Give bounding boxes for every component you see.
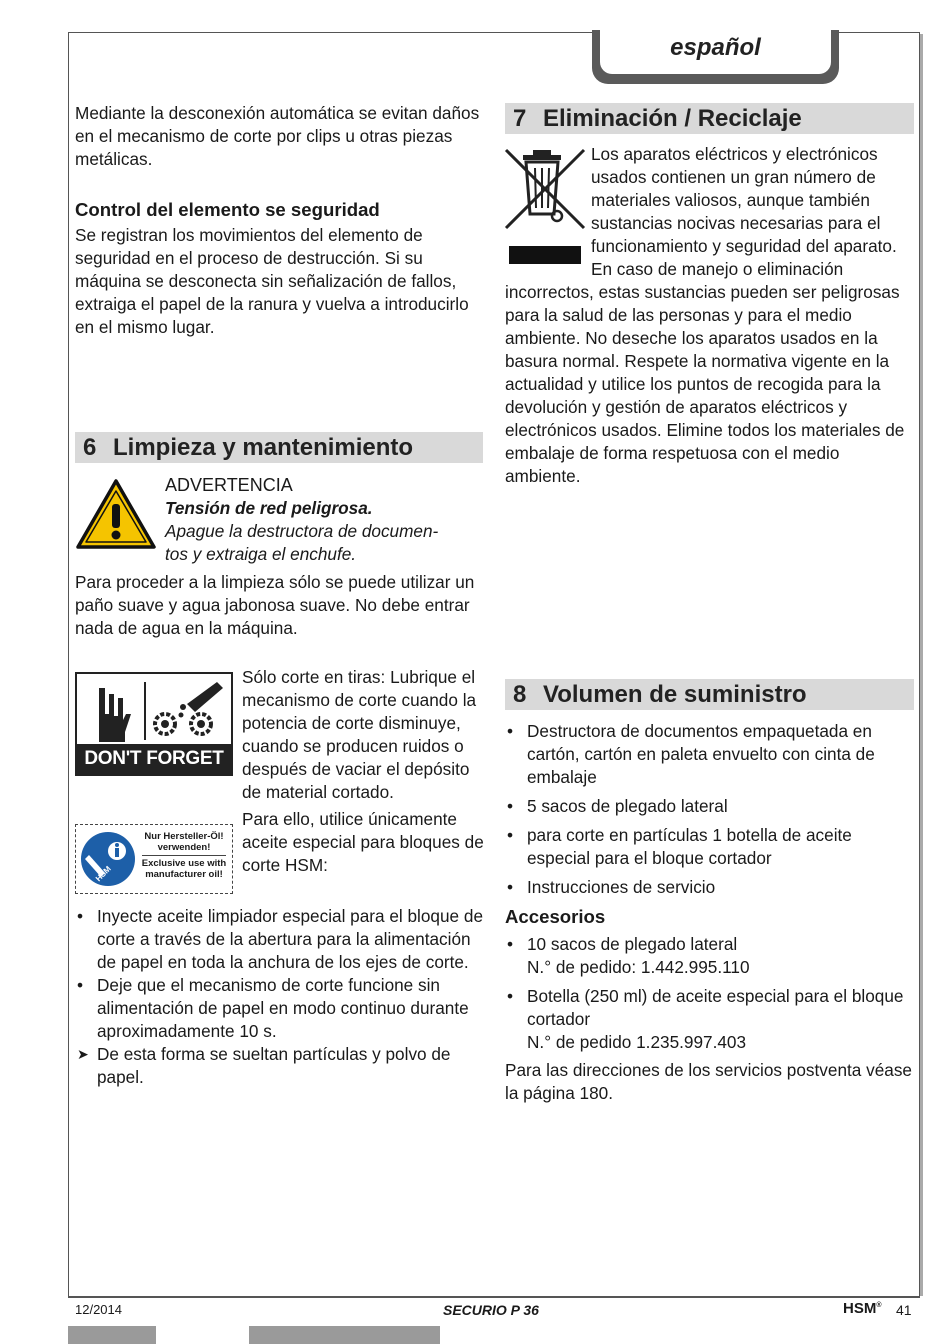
section-6-number: 6 xyxy=(83,434,97,461)
step-item: • Deje que el mecanismo de corte funcione sin alimentación de papel en modo continuo durante aproximadamente 10 s. xyxy=(75,974,483,1043)
accessories-heading: Accesorios xyxy=(505,906,606,927)
recycle-text: Los aparatos eléctricos y electrónicos usados contienen un gran número de materiales valiosos, aunque también sustancias nocivas necesarias para el funcionamiento y seguridad del aparato. En caso de manejo o eliminación incorrectos, estas sustancias pueden ser peligrosas para la salud de las personas y para el medio ambiente. No deseche los aparatos usados en la basura normal. Respete la normativa vigente en la actualidad y utilice los puntos de recogida para la devolución y gestión de aparatos eléctricos y electrónicos usados. Elimine todos los materiales de embalaje de forma respetuosa con el medio ambiente. xyxy=(505,144,905,486)
dont-forget-pictogram xyxy=(75,672,233,776)
result-item: ➤ De esta forma se sueltan partículas y polvo de papel. xyxy=(75,1043,483,1089)
left-top-column xyxy=(75,102,480,339)
oil-text: Para ello, utilice únicamente aceite especial para bloques de corte HSM: xyxy=(242,809,484,875)
section-7-heading xyxy=(505,103,914,134)
strip-cut-text: Sólo corte en tiras: Lubrique el mecanismo de corte cuando la potencia de corte disminuye, cuando se producen ruidos o después de vaciar el depósito de material cortado. xyxy=(242,667,477,802)
accessory-item xyxy=(505,985,915,1054)
warning-triangle-icon xyxy=(75,478,157,550)
accessory-name: • Botella (250 ml) de aceite especial para el bloque cortador xyxy=(527,986,904,1029)
accessory-order: N.° de pedido 1.235.997.403 xyxy=(527,1032,747,1052)
language-label: español xyxy=(670,34,761,61)
footer-page-number: 41 xyxy=(896,1302,912,1318)
warning-title: ADVERTENCIA xyxy=(165,475,293,495)
supply-item: • Instrucciones de servicio xyxy=(505,876,915,899)
section-8-number: 8 xyxy=(513,681,527,708)
oil-label-de2: verwenden! xyxy=(157,842,211,853)
safety-heading: Control del elemento se seguridad xyxy=(75,199,380,220)
oil-label-en2: manufacturer oil! xyxy=(145,869,223,880)
accessory-order: N.° de pedido: 1.442.995.110 xyxy=(527,957,750,977)
info-oil-icon xyxy=(79,829,137,889)
supply-item: • para corte en partículas 1 botella de aceite especial para el bloque cortador xyxy=(505,824,915,870)
warning-block xyxy=(165,474,483,566)
intro-text: Mediante la desconexión automática se evitan daños en el mecanismo de corte por clips u otras piezas metálicas. xyxy=(75,103,480,169)
supply-block xyxy=(505,720,915,1105)
lubrication-block xyxy=(242,666,484,877)
oil-brand-text: HSM xyxy=(93,864,113,884)
section-7-title: Eliminación / Reciclaje xyxy=(543,105,802,132)
footer-brand: HSM® xyxy=(843,1300,882,1317)
warning-line-1: Apague la destructora de documen- xyxy=(165,521,439,541)
footer-line xyxy=(68,1296,920,1298)
supply-item: • 5 sacos de plegado lateral xyxy=(505,795,915,818)
service-text: Para las direcciones de los servicios postventa véase la página 180. xyxy=(505,1060,912,1103)
section-8-heading xyxy=(505,679,914,710)
accessory-item xyxy=(505,933,915,979)
section-7-number: 7 xyxy=(513,105,527,132)
bin-spacer xyxy=(505,143,591,273)
footer-date: 12/2014 xyxy=(75,1302,122,1317)
section-6-heading xyxy=(75,432,483,463)
lubrication-icon xyxy=(77,674,231,746)
accessory-name: • 10 sacos de plegado lateral xyxy=(527,934,738,954)
section-6-title: Limpieza y mantenimiento xyxy=(113,434,414,461)
warning-subtitle: Tensión de red peligrosa. xyxy=(165,498,373,518)
section-8-title: Volumen de suministro xyxy=(543,681,807,708)
recycle-block xyxy=(505,143,915,488)
lubrication-steps xyxy=(75,905,483,1089)
footer-brand-text: HSM xyxy=(843,1300,877,1317)
oil-label-pictogram xyxy=(75,824,233,894)
dont-forget-label: DON'T FORGET xyxy=(77,744,231,774)
cleaning-block xyxy=(75,571,480,640)
footer-bar-middle xyxy=(249,1326,440,1344)
step-item: • Inyecte aceite limpiador especial para el bloque de corte a través de la abertura para la alimentación de papel en toda la anchura de los ejes de corte. xyxy=(75,905,483,974)
oil-label-de1: Nur Hersteller-Öl! xyxy=(144,831,224,842)
cleaning-text: Para proceder a la limpieza sólo se puede utilizar un paño suave y agua jabonosa suave. No debe entrar nada de agua en la máquina. xyxy=(75,572,475,638)
oil-label-text xyxy=(138,831,230,880)
footer-bar-left xyxy=(68,1326,156,1344)
footer-model: SECURIO P 36 xyxy=(443,1302,539,1318)
warning-line-2: tos y extraiga el enchufe. xyxy=(165,544,357,564)
safety-text: Se registran los movimientos del elemento de seguridad en el proceso de destrucción. Si su máquina se desconecta sin señalización de fallos, extraiga el papel de la ranura y vuelva a introducirlo en el mismo lugar. xyxy=(75,225,469,337)
oil-label-en1: Exclusive use with xyxy=(141,858,227,869)
supply-item: • Destructora de documentos empaquetada en cartón, cartón en paleta envuelto con cinta de embalaje xyxy=(505,720,915,789)
frame-shadow xyxy=(920,34,923,1296)
